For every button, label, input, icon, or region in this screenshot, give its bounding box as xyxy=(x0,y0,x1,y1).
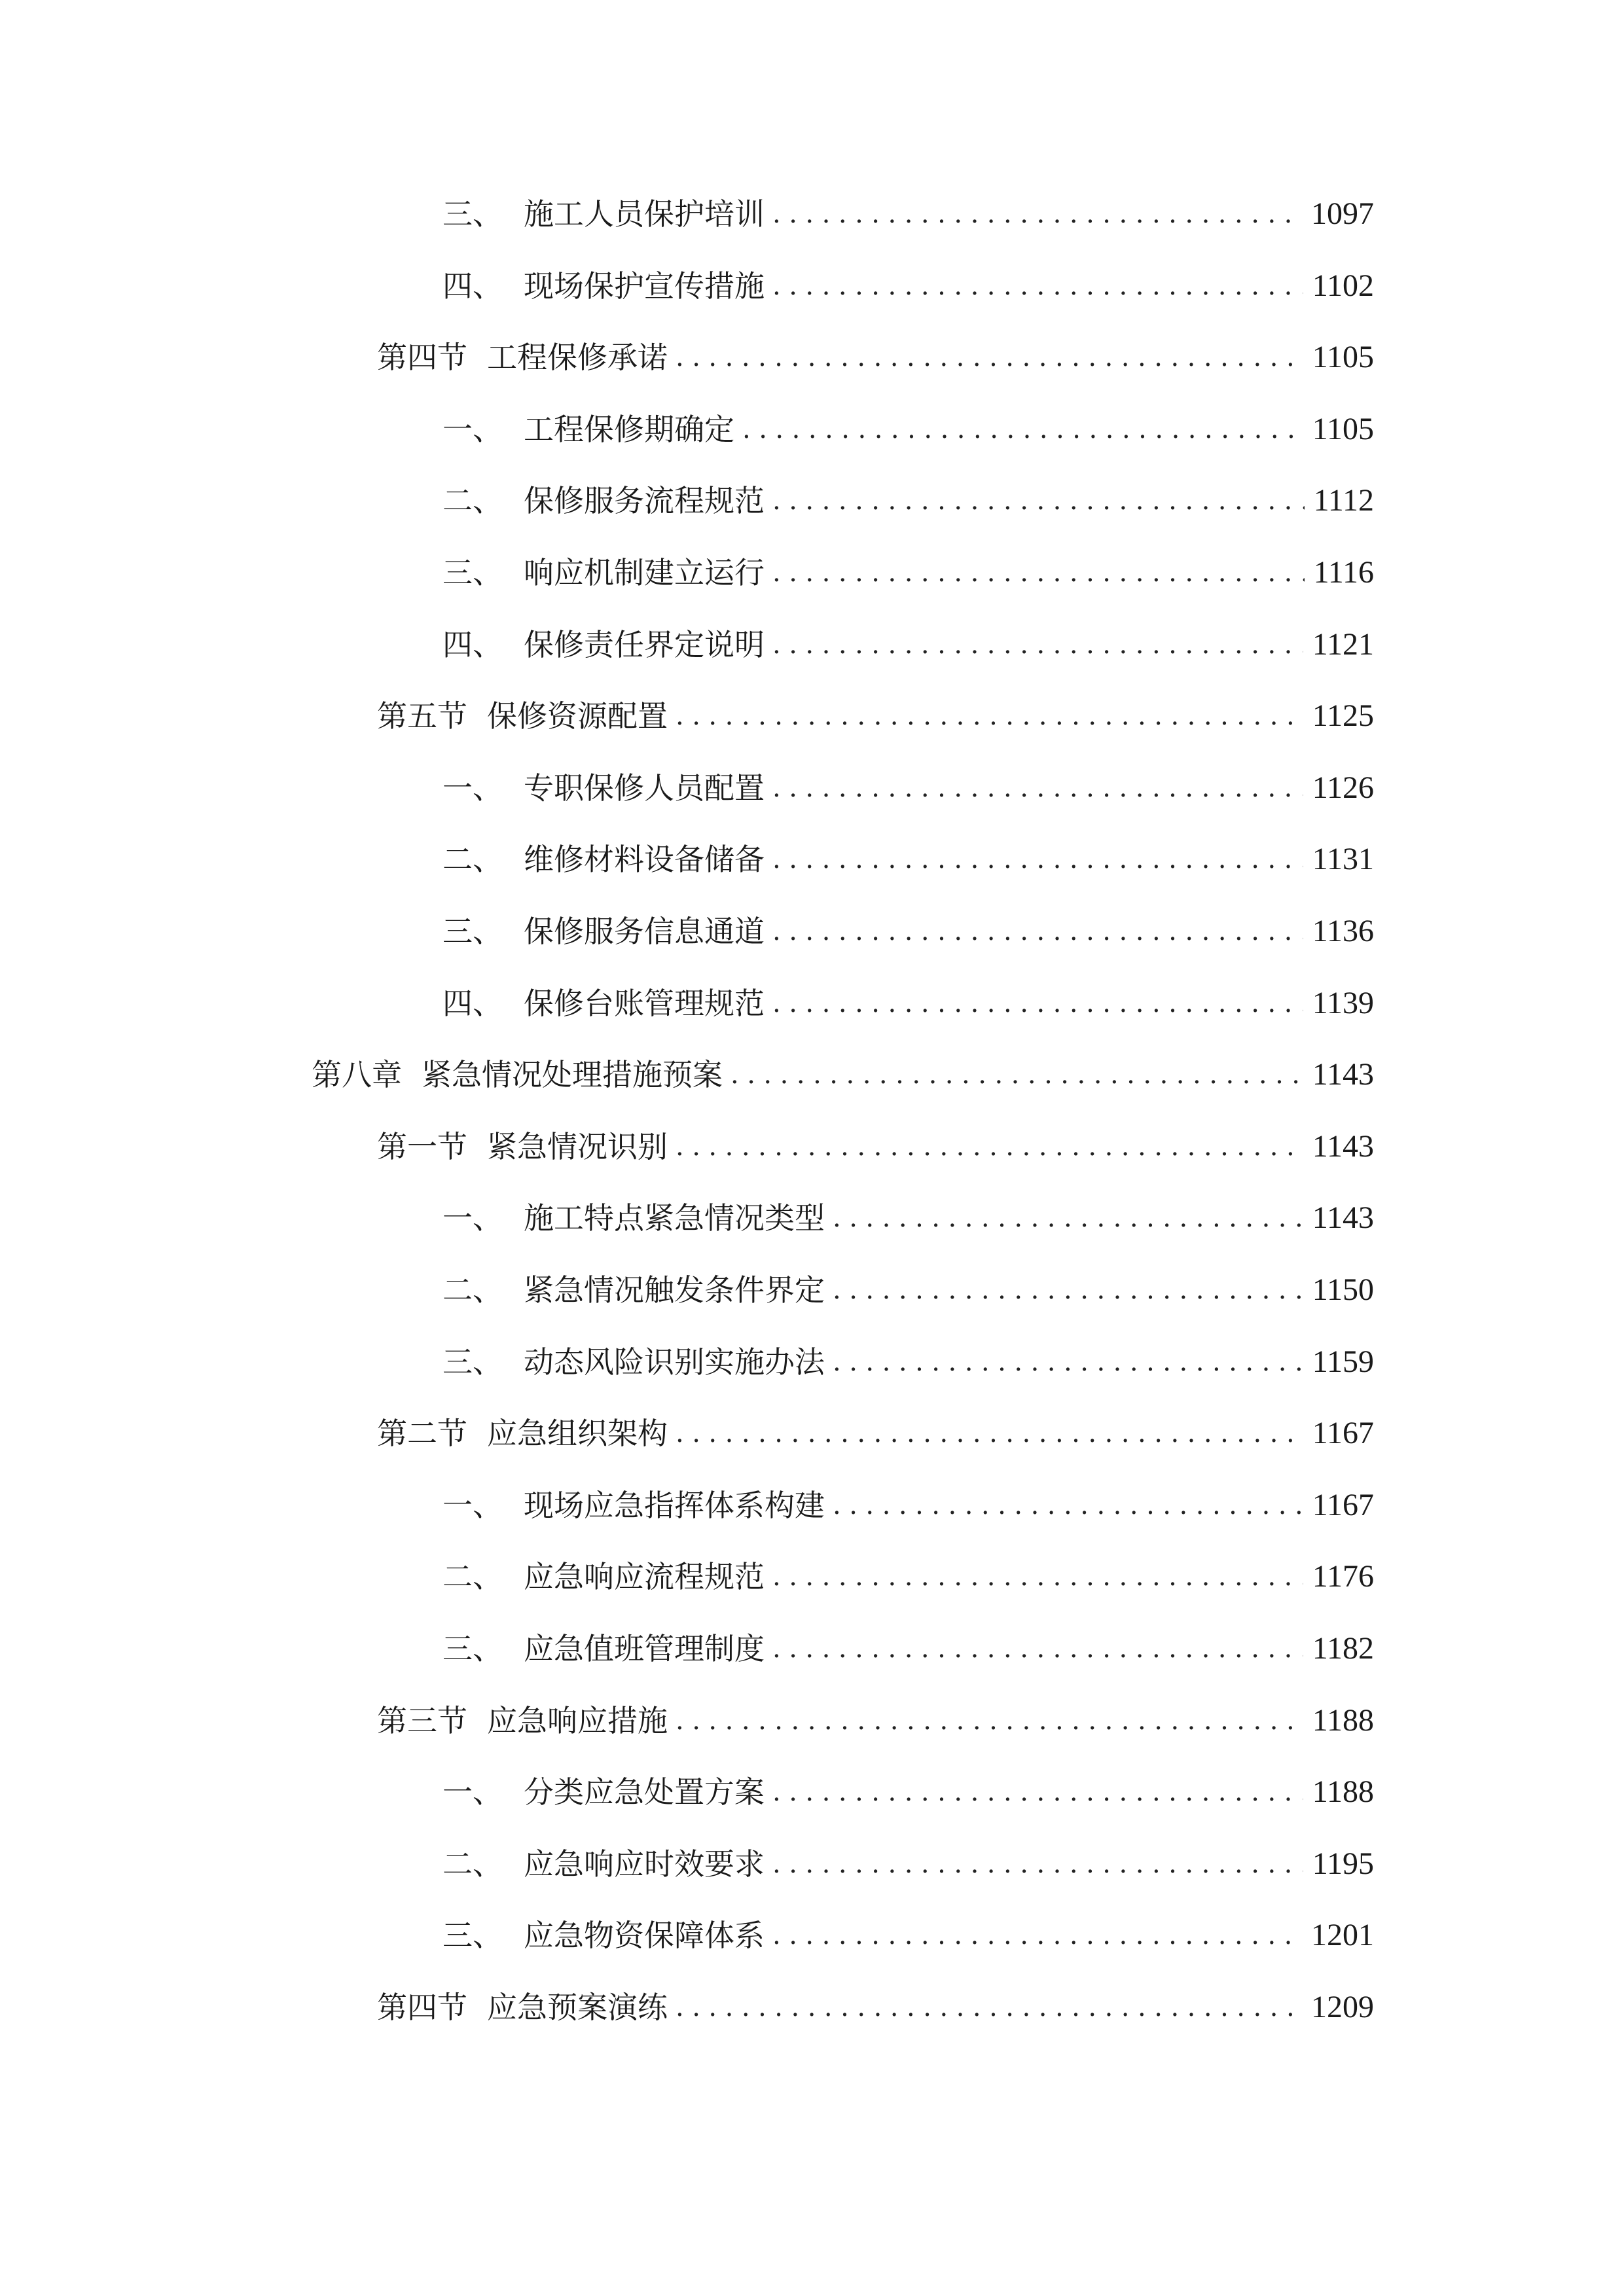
toc-entry[interactable] xyxy=(442,1557,1374,1596)
toc-entry-page-number: 1188 xyxy=(1312,1774,1374,1809)
toc-dot-leader xyxy=(676,1701,1303,1740)
toc-entry[interactable] xyxy=(377,1127,1374,1166)
toc-dot-leader xyxy=(772,840,1303,879)
toc-entry-page-number: 1167 xyxy=(1312,1488,1374,1522)
toc-entry-number: 三、 xyxy=(442,914,503,949)
toc-entry-page-number: 1131 xyxy=(1312,842,1374,876)
toc-entry-title: 现场应急指挥体系构建 xyxy=(524,1488,825,1523)
toc-entry-page-number: 1112 xyxy=(1313,483,1374,518)
toc-entry-title: 应急预案演练 xyxy=(487,1990,668,2025)
toc-entry-title: 分类应急处置方案 xyxy=(524,1774,765,1810)
toc-entry-page-number: 1209 xyxy=(1311,1990,1374,2024)
toc-entry-number: 三、 xyxy=(442,196,503,232)
toc-entry-title: 施工特点紧急情况类型 xyxy=(524,1200,825,1236)
toc-entry-number: 四、 xyxy=(442,986,503,1021)
toc-entry[interactable] xyxy=(442,1198,1374,1238)
toc-entry[interactable] xyxy=(442,1486,1374,1525)
toc-dot-leader xyxy=(772,1772,1303,1812)
toc-entry-number: 二、 xyxy=(442,1559,503,1594)
toc-entry-number: 二、 xyxy=(442,1846,503,1882)
toc-entry-page-number: 1126 xyxy=(1312,770,1374,805)
toc-dot-leader xyxy=(742,410,1303,449)
toc-entry[interactable] xyxy=(442,410,1374,449)
toc-dot-leader xyxy=(731,1055,1303,1094)
toc-entry-title: 紧急情况触发条件界定 xyxy=(524,1272,825,1308)
toc-entry-number: 三、 xyxy=(442,1344,503,1380)
toc-entry-page-number: 1143 xyxy=(1312,1129,1374,1164)
toc-entry[interactable] xyxy=(442,768,1374,808)
toc-entry[interactable] xyxy=(442,266,1374,306)
toc-dot-leader xyxy=(772,984,1303,1023)
toc-entry[interactable] xyxy=(442,1270,1374,1310)
toc-entry-title: 动态风险识别实施办法 xyxy=(524,1344,825,1380)
toc-entry-title: 应急物资保障体系 xyxy=(524,1918,765,1953)
toc-entry-number: 一、 xyxy=(442,1200,503,1236)
toc-entry[interactable] xyxy=(377,1414,1374,1453)
toc-entry-number: 三、 xyxy=(442,1631,503,1666)
toc-entry[interactable] xyxy=(442,481,1374,520)
toc-dot-leader xyxy=(833,1486,1303,1525)
toc-entry-title: 应急值班管理制度 xyxy=(524,1631,765,1666)
toc-entry-number: 一、 xyxy=(442,770,503,806)
toc-dot-leader xyxy=(772,266,1303,306)
toc-entry-number: 二、 xyxy=(442,483,503,518)
toc-entry-title: 保修资源配置 xyxy=(487,698,668,734)
toc-entry[interactable] xyxy=(442,912,1374,951)
toc-entry-title: 保修服务流程规范 xyxy=(524,483,765,518)
toc-dot-leader xyxy=(772,1844,1303,1884)
toc-dot-leader xyxy=(772,1629,1303,1668)
toc-entry-number: 一、 xyxy=(442,1774,503,1810)
toc-dot-leader xyxy=(676,338,1303,377)
toc-entry[interactable] xyxy=(442,840,1374,879)
toc-dot-leader xyxy=(676,1414,1303,1453)
toc-entry[interactable] xyxy=(442,553,1374,592)
toc-dot-leader xyxy=(833,1198,1303,1238)
toc-dot-leader xyxy=(676,1988,1302,2027)
toc-entry-number: 二、 xyxy=(442,842,503,877)
toc-entry[interactable] xyxy=(442,984,1374,1023)
toc-entry-title: 维修材料设备储备 xyxy=(524,842,765,877)
toc-entry-number: 第八章 xyxy=(312,1057,402,1092)
toc-entry-page-number: 1195 xyxy=(1312,1846,1374,1881)
toc-entry-title: 保修责任界定说明 xyxy=(524,627,765,662)
toc-entry-number: 四、 xyxy=(442,268,503,304)
toc-entry[interactable] xyxy=(377,338,1374,377)
toc-entry-number: 三、 xyxy=(442,1918,503,1953)
toc-entry-title: 专职保修人员配置 xyxy=(524,770,765,806)
toc-entry-title: 保修台账管理规范 xyxy=(524,986,765,1021)
toc-entry-number: 三、 xyxy=(442,555,503,590)
toc-entry[interactable] xyxy=(442,1342,1374,1382)
toc-entry-page-number: 1116 xyxy=(1313,555,1374,590)
toc-entry-page-number: 1105 xyxy=(1312,412,1374,446)
toc-entry-title: 响应机制建立运行 xyxy=(524,555,765,590)
toc-entry-number: 一、 xyxy=(442,412,503,447)
toc-entry-title: 应急响应流程规范 xyxy=(524,1559,765,1594)
toc-entry[interactable] xyxy=(442,1629,1374,1668)
toc-dot-leader xyxy=(772,1916,1302,1955)
toc-entry-title: 施工人员保护培训 xyxy=(524,196,765,232)
toc-entry-number: 第四节 xyxy=(377,1990,467,2025)
toc-entry-number: 一、 xyxy=(442,1488,503,1523)
toc-entry-title: 紧急情况识别 xyxy=(487,1129,668,1164)
toc-entry-page-number: 1139 xyxy=(1312,986,1374,1020)
toc-entry-page-number: 1167 xyxy=(1312,1416,1374,1450)
toc-entry-page-number: 1176 xyxy=(1312,1559,1374,1594)
toc-dot-leader xyxy=(833,1342,1303,1382)
toc-entry-title: 现场保护宣传措施 xyxy=(524,268,765,304)
toc-entry-page-number: 1188 xyxy=(1312,1703,1374,1738)
toc-entry-page-number: 1182 xyxy=(1312,1631,1374,1666)
toc-dot-leader xyxy=(772,553,1305,592)
toc-entry[interactable] xyxy=(442,1844,1374,1884)
toc-entry-page-number: 1136 xyxy=(1312,914,1374,948)
toc-entry-title: 紧急情况处理措施预案 xyxy=(422,1057,723,1092)
toc-entry-page-number: 1201 xyxy=(1311,1918,1374,1952)
toc-entry-number: 第二节 xyxy=(377,1416,467,1451)
toc-entry-page-number: 1143 xyxy=(1312,1200,1374,1235)
toc-entry-title: 工程保修期确定 xyxy=(524,412,734,447)
toc-entry[interactable] xyxy=(442,1772,1374,1812)
toc-entry-number: 四、 xyxy=(442,627,503,662)
toc-dot-leader xyxy=(772,481,1305,520)
toc-entry-page-number: 1102 xyxy=(1312,268,1374,303)
toc-entry[interactable] xyxy=(442,194,1374,234)
toc-dot-leader xyxy=(772,194,1302,234)
toc-entry-title: 应急组织架构 xyxy=(487,1416,668,1451)
toc-entry-number: 第五节 xyxy=(377,698,467,734)
toc-entry-page-number: 1125 xyxy=(1312,698,1374,733)
toc-dot-leader xyxy=(772,1557,1303,1596)
toc-dot-leader xyxy=(676,1127,1303,1166)
toc-entry-page-number: 1121 xyxy=(1312,627,1374,662)
toc-entry-title: 保修服务信息通道 xyxy=(524,914,765,949)
toc-entry-number: 第一节 xyxy=(377,1129,467,1164)
toc-entry[interactable] xyxy=(312,1055,1374,1094)
toc-entry-page-number: 1159 xyxy=(1312,1344,1374,1379)
toc-dot-leader xyxy=(772,912,1303,951)
toc-entry-title: 工程保修承诺 xyxy=(487,340,668,375)
toc-dot-leader xyxy=(772,768,1303,808)
toc-entry[interactable] xyxy=(377,1988,1374,2027)
toc-entry-number: 第三节 xyxy=(377,1703,467,1738)
toc-entry-page-number: 1150 xyxy=(1312,1272,1374,1307)
toc-dot-leader xyxy=(772,625,1303,664)
toc-dot-leader xyxy=(833,1270,1303,1310)
toc-entry-title: 应急响应时效要求 xyxy=(524,1846,765,1882)
toc-entry[interactable] xyxy=(442,1916,1374,1955)
toc-entry-number: 二、 xyxy=(442,1272,503,1308)
toc-entry-number: 第四节 xyxy=(377,340,467,375)
toc-entry[interactable] xyxy=(377,1701,1374,1740)
toc-dot-leader xyxy=(676,696,1303,736)
toc-entry[interactable] xyxy=(377,696,1374,736)
toc-entry-title: 应急响应措施 xyxy=(487,1703,668,1738)
toc-entry-page-number: 1097 xyxy=(1311,196,1374,231)
toc-entry-page-number: 1105 xyxy=(1312,340,1374,374)
toc-entry[interactable] xyxy=(442,625,1374,664)
toc-entry-page-number: 1143 xyxy=(1312,1057,1374,1092)
